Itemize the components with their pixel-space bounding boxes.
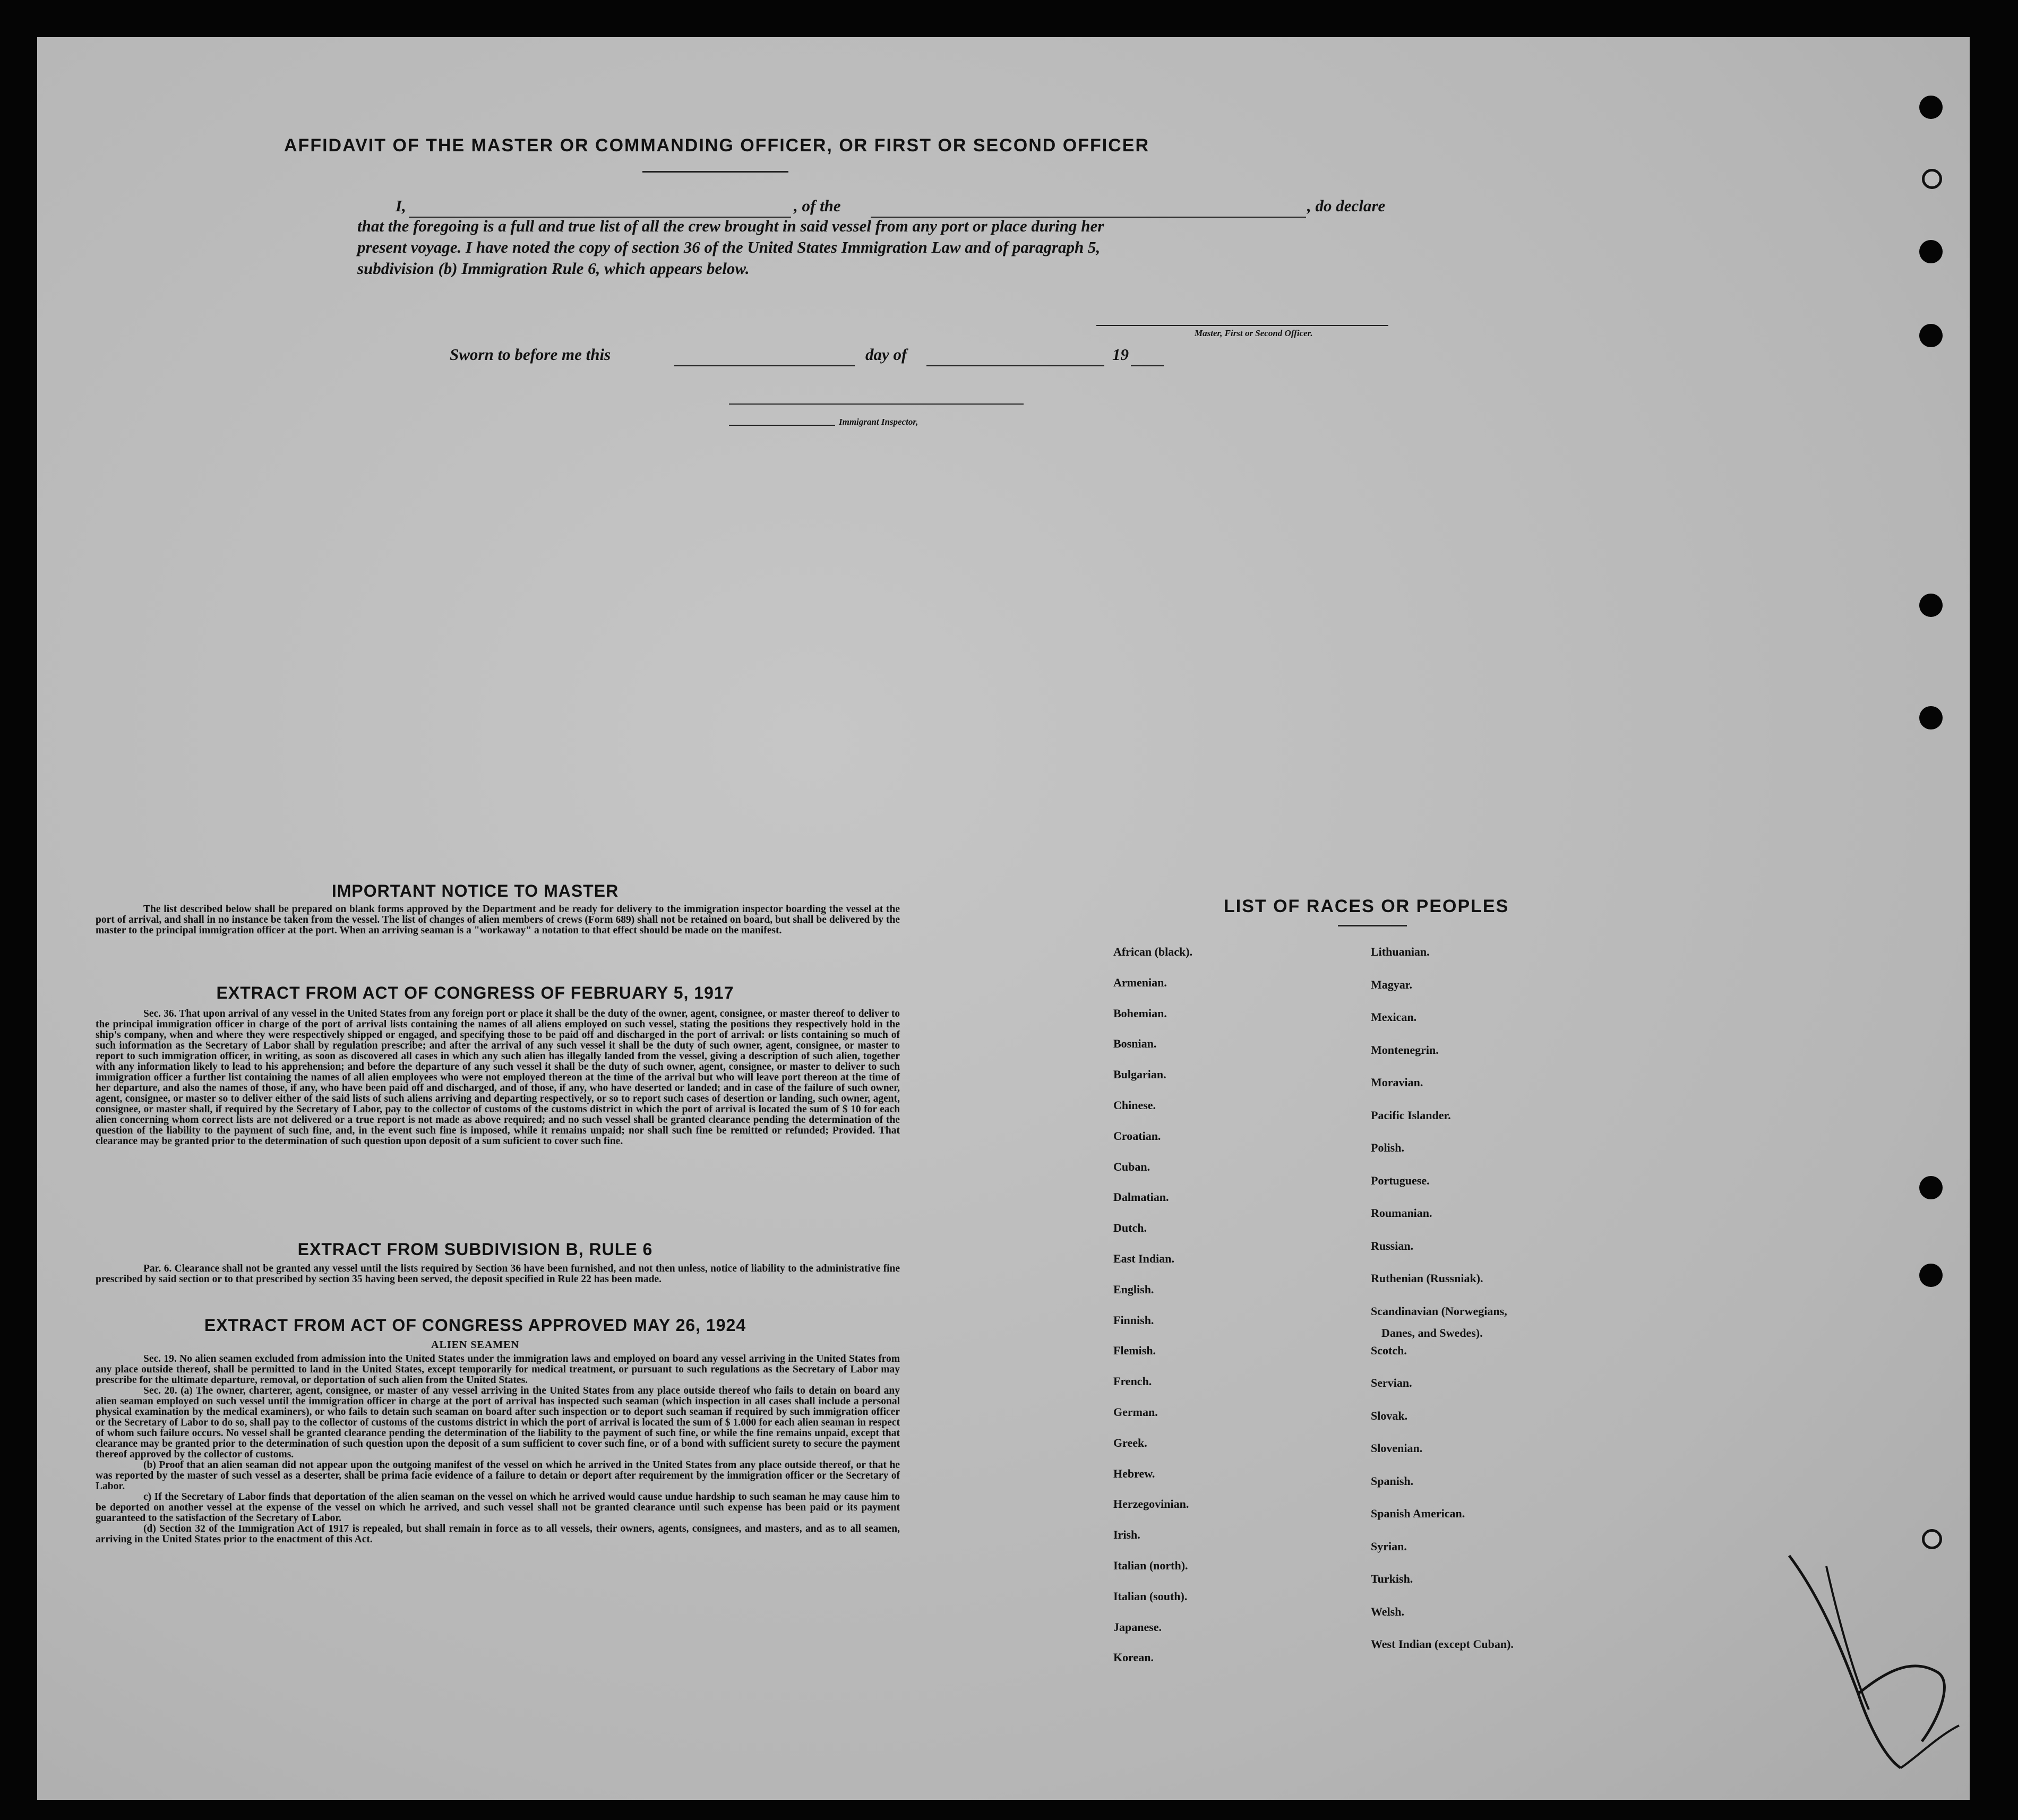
signature-line xyxy=(1096,325,1388,326)
race-item-left: Hebrew. xyxy=(1113,1466,1155,1480)
binder-hole xyxy=(1919,1176,1943,1199)
sworn-month-blank xyxy=(926,365,1104,366)
race-item-left: African (black). xyxy=(1113,945,1193,958)
race-item-left: Japanese. xyxy=(1113,1620,1162,1634)
affidavit-line2: that the foregoing is a full and true list of all the crew brought in said vessel from any port or place during her xyxy=(357,217,1104,235)
race-item-left: Korean. xyxy=(1113,1651,1154,1664)
signature-label: Master, First or Second Officer. xyxy=(1195,328,1313,338)
race-item-right: Polish. xyxy=(1371,1141,1404,1154)
notice-title: IMPORTANT NOTICE TO MASTER xyxy=(331,881,619,900)
race-item-right: West Indian (except Cuban). xyxy=(1371,1637,1514,1651)
race-item-right: Moravian. xyxy=(1371,1076,1423,1089)
sec20c-paragraph: c) If the Secretary of Labor finds that deportation of the alien seaman on the vessel on which he arrived would cause undue hardship to such seaman he may cause him to be deported on another vessel at the expense of the vessel on which he arrived, and such vessel shall not be granted clearance until such expense has been paid or its payment guaranteed to the satisfaction of the Secretary of Labor. xyxy=(96,1491,900,1524)
race-item-left: Bohemian. xyxy=(1113,1006,1167,1020)
race-item-right: Portuguese. xyxy=(1371,1173,1430,1187)
race-item-left: German. xyxy=(1113,1405,1158,1419)
affidavit-line1-b: , of the xyxy=(794,196,841,215)
rule6-title: EXTRACT FROM SUBDIVISION B, RULE 6 xyxy=(297,1240,653,1259)
races-title-underline xyxy=(1338,925,1407,926)
race-item-right: Mexican. xyxy=(1371,1010,1417,1024)
race-item-left: Dalmatian. xyxy=(1113,1190,1169,1204)
binder-hole xyxy=(1919,96,1943,119)
race-item-right: Lithuanian. xyxy=(1371,945,1430,958)
extract-1917-title: EXTRACT FROM ACT OF CONGRESS OF FEBRUARY 5, 1917 xyxy=(216,983,734,1002)
inspector-line-short xyxy=(729,425,835,426)
sec20d-paragraph: (d) Section 32 of the Immigration Act of 1917 is repealed, but shall remain in force as to all vessels, their owners, agents, consignees, and masters, and as to all seamen, arriving in the United States prior to the enactment of this Act. xyxy=(96,1523,900,1545)
par6-paragraph: Par. 6. Clearance shall not be granted any vessel until the lists required by Section 36 have been furnished, and not then unless, notice of liability to the administrative fine prescribed by said section or to that prescribed by section 35 having been served, the deposit specified in Rule 22 has been made. xyxy=(96,1263,900,1285)
race-item-left: Cuban. xyxy=(1113,1160,1150,1173)
affidavit-line3: present voyage. I have noted the copy of section 36 of the United States Immigration Law and of paragraph 5, xyxy=(357,238,1101,256)
race-item-right: Roumanian. xyxy=(1371,1206,1432,1220)
race-item-right: Slovenian. xyxy=(1371,1441,1423,1455)
extract-1917-text xyxy=(96,1009,900,1147)
sec36-paragraph: Sec. 36. That upon arrival of any vessel in the United States from any foreign port or place it shall be the duty of the owner, agent, consignee, or master thereof to deliver to the principal immigration officer in charge of the port of arrival lists containing the names of all aliens employed on such vessel, stating the positions they respectively hold in the ship's company, when and where they were respectively shipped or engaged, and specifying those to be paid off and discharged in the port of arrival: or lists containing so much of such information as the Secretary of Labor shall by regulation prescribe; and after the arrival of any such vessel it shall be the duty of such owner, agent, consignee, or master to report to such immigration officer, in writing, as soon as discovered all cases in which any such alien has illegally landed from the vessel, giving a description of such alien, together with any information likely to lead to his apprehension; and before the departure of any such vessel it shall be the duty of such owner, agent, consignee, or master to deliver to such immigration officer a further list containing the names of all alien employees who were not employed thereon at the time of the arrival but who will leave port thereon at the time of her departure, and also the names of those, if any, who have been paid off and discharged, and of those, if any, who have deserted or landed; and in case of the failure of such owner, agent, consignee, or master so to deliver either of the said lists of such aliens arriving and departing respectively, or so to report such cases of desertion or landing, such owner, agent, consignee, or master shall, if required by the Secretary of Labor, pay to the collector of customs of the customs district in which the port of arrival is located the sum of $ 10 for each alien concerning whom correct lists are not delivered or a true report is not made as above required; and no such vessel shall be granted clearance pending the determination of the question of the liability to the payment of such fine, and, in the event such fine is imposed, while it remains unpaid; nor shall such fine be remitted or refunded; Provided. That clearance may be granted prior to the determination of such question upon deposit of a sum suficient to cover such fine. xyxy=(96,1008,900,1147)
race-item-left: Herzegovinian. xyxy=(1113,1497,1189,1511)
race-item-left: Chinese. xyxy=(1113,1098,1156,1112)
race-item-right: Magyar. xyxy=(1371,977,1413,991)
race-item-right: Slovak. xyxy=(1371,1409,1408,1422)
sec20b-paragraph: (b) Proof that an alien seaman did not appear upon the outgoing manifest of the vessel on which he arrived in the United States from any place outside thereof, or that he was reported by the master of such vessel as a deserter, shall be prima facie evidence of a failure to detain or deport after requirement by the immigration officer or the Secretary of Labor. xyxy=(96,1460,900,1492)
binder-hole xyxy=(1919,1264,1943,1287)
affidavit-line4: subdivision (b) Immigration Rule 6, which appears below. xyxy=(357,259,750,278)
affidavit-line1-a: I, xyxy=(396,196,406,215)
race-item-left: Bulgarian. xyxy=(1113,1068,1166,1081)
sworn-text-c: 19 xyxy=(1112,345,1129,364)
race-item-left: Bosnian. xyxy=(1113,1037,1157,1051)
affidavit-line1-c: , do declare xyxy=(1307,196,1386,215)
race-item-left: Italian (south). xyxy=(1113,1589,1188,1603)
race-item-left: Croatian. xyxy=(1113,1129,1161,1143)
affidavit-title: AFFIDAVIT OF THE MASTER OR COMMANDING OFFICER, OR FIRST OR SECOND OFFICER xyxy=(284,135,1149,156)
race-item-right: Montenegrin. xyxy=(1371,1043,1439,1057)
race-item-left: Armenian. xyxy=(1113,975,1167,989)
sec19-paragraph: Sec. 19. No alien seamen excluded from admission into the United States under the immigration laws and employed on board any vessel arriving in the United States from any place outside thereof, shall be permitted to land in the United States, except temporarily for medical treatment, or pursuant to such regulations as the Secretary of Labor may prescribe for the ultimate departure, removal, or deportation of such alien from the United States. xyxy=(96,1353,900,1386)
race-item-right: Ruthenian (Russniak). xyxy=(1371,1272,1483,1285)
race-item-left: Flemish. xyxy=(1113,1344,1156,1358)
race-item-left: Italian (north). xyxy=(1113,1559,1188,1572)
binder-hole xyxy=(1919,324,1943,347)
document-page xyxy=(37,37,1970,1800)
race-item-right: Pacific Islander. xyxy=(1371,1108,1451,1122)
extract-1924-title: EXTRACT FROM ACT OF CONGRESS APPROVED MAY 26, 1924 xyxy=(204,1316,746,1335)
binder-hole xyxy=(1919,594,1943,617)
race-item-right: Syrian. xyxy=(1371,1539,1407,1553)
race-item-right: Spanish American. xyxy=(1371,1507,1465,1520)
race-item-left: Greek. xyxy=(1113,1436,1147,1449)
race-item-left: East Indian. xyxy=(1113,1252,1174,1265)
sworn-text-b: day of xyxy=(865,345,907,364)
race-item-left: English. xyxy=(1113,1282,1154,1296)
extract-1924-text xyxy=(96,1354,900,1545)
sec20a-paragraph: Sec. 20. (a) The owner, charterer, agent, consignee, or master of any vessel arriving in the United States from any place outside thereof who fails to detain on board any alien seaman employed on such vessel until the immigration officer in charge at the port of arrival has inspected such seaman (which inspection in all cases shall include a personal physical examination by the medical examiners), or who fails to detain such seaman on board after such inspection or to deport such seaman if required by such immigration officer or the Secretary of Labor to do so, shall pay to the collector of customs of the customs district in which the port of arrival is located the sum of $ 1.000 for each alien seaman in respect of whom such failure occurs. No vessel shall be granted clearance pending the determination of the liability to the payment of such fine, or while the fine remains unpaid, except that clearance may be granted prior to the determination of such question upon the deposit of a sum sufficient to cover such fine, or of a bond with sufficient surety to secure the payment thereof approved by the collector of customs. xyxy=(96,1385,900,1460)
race-item-right: Russian. xyxy=(1371,1239,1414,1252)
title-underline xyxy=(642,171,788,173)
binder-hole xyxy=(1922,1529,1942,1549)
race-item-right: Scandinavian (Norwegians, xyxy=(1371,1304,1507,1318)
alien-seamen-subtitle: ALIEN SEAMEN xyxy=(431,1339,519,1351)
sworn-day-blank xyxy=(674,365,855,366)
binder-hole xyxy=(1922,169,1942,189)
race-item-left: Dutch. xyxy=(1113,1221,1147,1235)
inspector-label: Immigrant Inspector, xyxy=(839,417,918,427)
race-item-right: Turkish. xyxy=(1371,1572,1413,1585)
race-item-right: Welsh. xyxy=(1371,1604,1404,1618)
race-item-left: Irish. xyxy=(1113,1528,1140,1542)
races-title: LIST OF RACES OR PEOPLES xyxy=(1224,896,1509,916)
inspector-line xyxy=(729,404,1024,405)
notice-paragraph: The list described below shall be prepared on blank forms approved by the Department and be ready for delivery to the immigration inspector boarding the vessel at the port of arrival, and shall in no instance be taken from the vessel. The list of changes of alien members of crews (Form 689) shall not be retained on board, but shall be delivered by the master to the principal immigration officer at the port. When an arriving seaman is a "workaway" a notation to that effect should be made on the manifest. xyxy=(96,904,900,936)
race-item-right: Danes, and Swedes). xyxy=(1381,1326,1483,1340)
sworn-year-blank xyxy=(1131,365,1164,366)
race-item-left: Finnish. xyxy=(1113,1313,1154,1327)
sworn-text-a: Sworn to before me this xyxy=(450,345,611,364)
race-item-right: Servian. xyxy=(1371,1376,1412,1389)
race-item-left: French. xyxy=(1113,1375,1152,1388)
notice-text xyxy=(96,904,900,936)
race-item-right: Scotch. xyxy=(1371,1343,1407,1357)
race-item-right: Spanish. xyxy=(1371,1474,1414,1488)
binder-hole xyxy=(1919,240,1943,263)
binder-hole xyxy=(1919,706,1943,729)
rule6-text xyxy=(96,1264,900,1285)
handwritten-mark xyxy=(1779,1534,1970,1779)
